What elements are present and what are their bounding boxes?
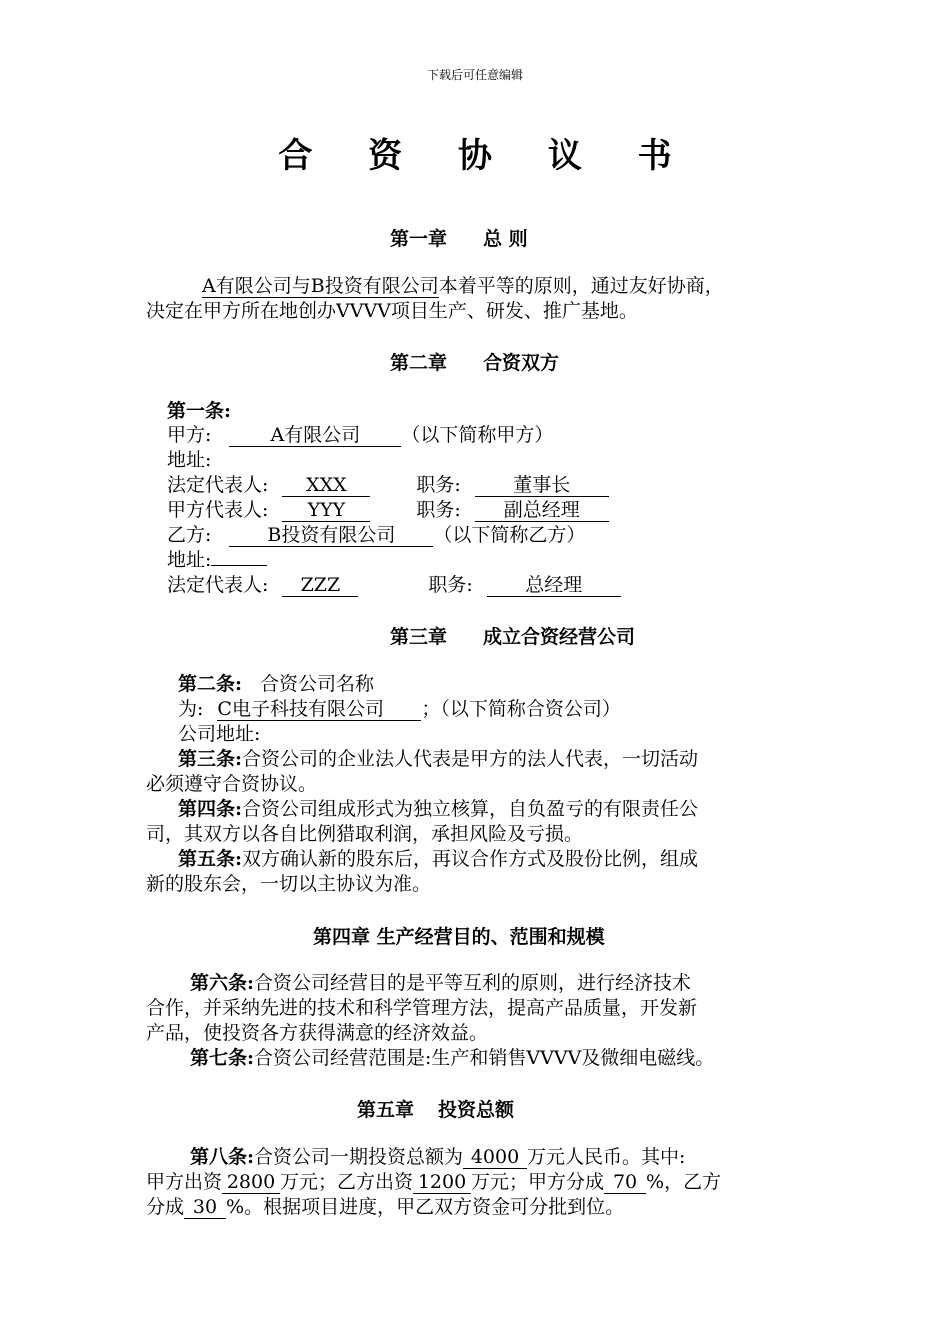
chapter-4-heading: 第四章 生产经营目的、范围和规模 [313, 926, 605, 948]
chapter-number: 第三章 [390, 626, 448, 648]
chapter-number: 第一章 [390, 228, 448, 250]
chapter-2-heading [390, 348, 559, 375]
article-label: 第八条: [190, 1146, 255, 1168]
article-text: 分成 [146, 1196, 185, 1218]
field-label: 甲方代表人: [167, 499, 269, 521]
chapter-name: 合资双方 [483, 352, 560, 374]
party-a-legal-row [167, 473, 609, 498]
article-1-label [167, 399, 231, 424]
article-text: 合资公司一期投资总额为 [254, 1146, 464, 1168]
article-8-line-3 [146, 1195, 624, 1220]
party-a-rep-row [167, 498, 609, 523]
article-6-line-1 [190, 971, 691, 996]
intro-line-1 [202, 274, 724, 299]
field-label: 法定代表人: [167, 574, 269, 596]
article-text: %。根据项目进度，甲乙双方资金可分批到位。 [226, 1196, 625, 1218]
duty-b-value: 总经理 [487, 574, 621, 597]
article-label: 第六条: [190, 972, 255, 994]
article-text: ；（以下简称合资公司） [421, 698, 621, 720]
page-header: 下载后可任意编辑 [426, 68, 523, 82]
legal-rep-b-value: ZZZ [282, 574, 358, 597]
duty-a2-value: 副总经理 [475, 499, 609, 522]
article-6-line-2: 合作，并采纳先进的技术和科学管理方法，提高产品质量，开发新 [146, 997, 698, 1019]
chapter-number: 第五章 [357, 1099, 415, 1121]
party-b-share: 30 [184, 1196, 226, 1219]
and-text: 与 [291, 275, 311, 297]
party-a-amount: 2800 [222, 1171, 280, 1194]
article-label: 第二条: [178, 673, 243, 695]
party-a-share: 70 [604, 1171, 646, 1194]
party-b-legal-row [167, 573, 621, 598]
article-2-row [178, 672, 374, 697]
article-text: 合资公司经营范围是:生产和销售VVVV及微细电磁线。 [254, 1047, 715, 1069]
chapter-name: 成立合资经营公司 [483, 626, 636, 648]
article-4-line-1 [178, 797, 698, 822]
article-text: 万元；乙方出资 [280, 1171, 414, 1193]
total-investment-value: 4000 [463, 1146, 527, 1169]
article-2-company-row [178, 697, 621, 722]
rep-a-value: YYY [282, 499, 370, 522]
article-text: 合资公司的企业法人代表是甲方的法人代表，一切活动 [242, 748, 699, 770]
document-title: 合 资 协 议 书 [278, 136, 694, 176]
chapter-name: 投资总额 [438, 1099, 515, 1121]
article-text: 甲方出资 [146, 1171, 223, 1193]
party-a-address: 地址: [167, 449, 212, 471]
article-7-line [190, 1046, 714, 1071]
chapter-number: 第二章 [390, 352, 448, 374]
field-label: 乙方: [167, 524, 212, 546]
article-8-line-1 [190, 1145, 685, 1170]
field-label: 职务: [416, 474, 461, 496]
article-3-line-2: 必须遵守合资协议。 [146, 773, 318, 795]
article-label: 第五条: [178, 848, 243, 870]
article-3-line-1 [178, 747, 698, 772]
article-label: 第七条: [190, 1047, 255, 1069]
company-address: 公司地址: [178, 723, 261, 745]
article-text: 合资公司经营目的是平等互利的原则，进行经济技术 [254, 972, 692, 994]
jv-company-name: C电子科技有限公司 [217, 698, 421, 721]
chapter-name: 总 则 [483, 228, 528, 250]
field-label: 为: [178, 698, 204, 720]
article-5-line-2: 新的股东会，一切以主协议为准。 [146, 873, 432, 895]
field-label: 职务: [416, 499, 461, 521]
intro-line-2: 决定在甲方所在地创办VVVV项目生产、研发、推广基地。 [146, 300, 638, 322]
party-b-address [167, 548, 267, 573]
party-a-row [167, 423, 553, 448]
party-b-note: （以下简称乙方） [433, 524, 586, 546]
field-label: 职务: [428, 574, 473, 596]
article-label: 第四条: [178, 798, 243, 820]
chapter-3-heading [390, 622, 635, 649]
article-text: 万元；甲方分成 [471, 1171, 605, 1193]
article-label: 第一条: [167, 400, 232, 422]
article-text: %，乙方 [646, 1171, 722, 1193]
article-text: 万元人民币。其中: [527, 1146, 686, 1168]
legal-rep-a-value: XXX [282, 474, 370, 497]
article-text: 合资公司名称 [260, 673, 375, 695]
duty-a1-value: 董事长 [475, 474, 609, 497]
article-text: 合资公司组成形式为独立核算，自负盈亏的有限责任公 [242, 798, 699, 820]
article-text: 双方确认新的股东后，再议合作方式及股份比例，组成 [242, 848, 699, 870]
article-5-line-1 [178, 847, 698, 872]
article-label: 第三条: [178, 748, 243, 770]
field-label: 地址: [167, 549, 212, 571]
chapter-1-heading [390, 224, 528, 251]
address-blank [211, 565, 267, 566]
party-a-note: （以下简称甲方） [401, 424, 554, 446]
party-a-name: A有限公司 [202, 275, 292, 297]
party-a-value: A有限公司 [229, 424, 401, 447]
party-b-amount: 1200 [413, 1171, 471, 1194]
chapter-5-heading [357, 1095, 514, 1122]
article-4-line-2: 司，其双方以各自比例猎取利润，承担风险及亏损。 [146, 823, 584, 845]
party-b-name: B投资有限公司 [310, 275, 439, 297]
article-6-line-3: 产品，使投资各方获得满意的经济效益。 [146, 1022, 489, 1044]
article-8-line-2 [146, 1170, 721, 1195]
field-label: 法定代表人: [167, 474, 269, 496]
field-label: 甲方: [167, 424, 212, 446]
intro-text: 本着平等的原则，通过友好协商， [438, 275, 724, 297]
party-b-row [167, 523, 585, 548]
party-b-value: B投资有限公司 [229, 524, 433, 547]
